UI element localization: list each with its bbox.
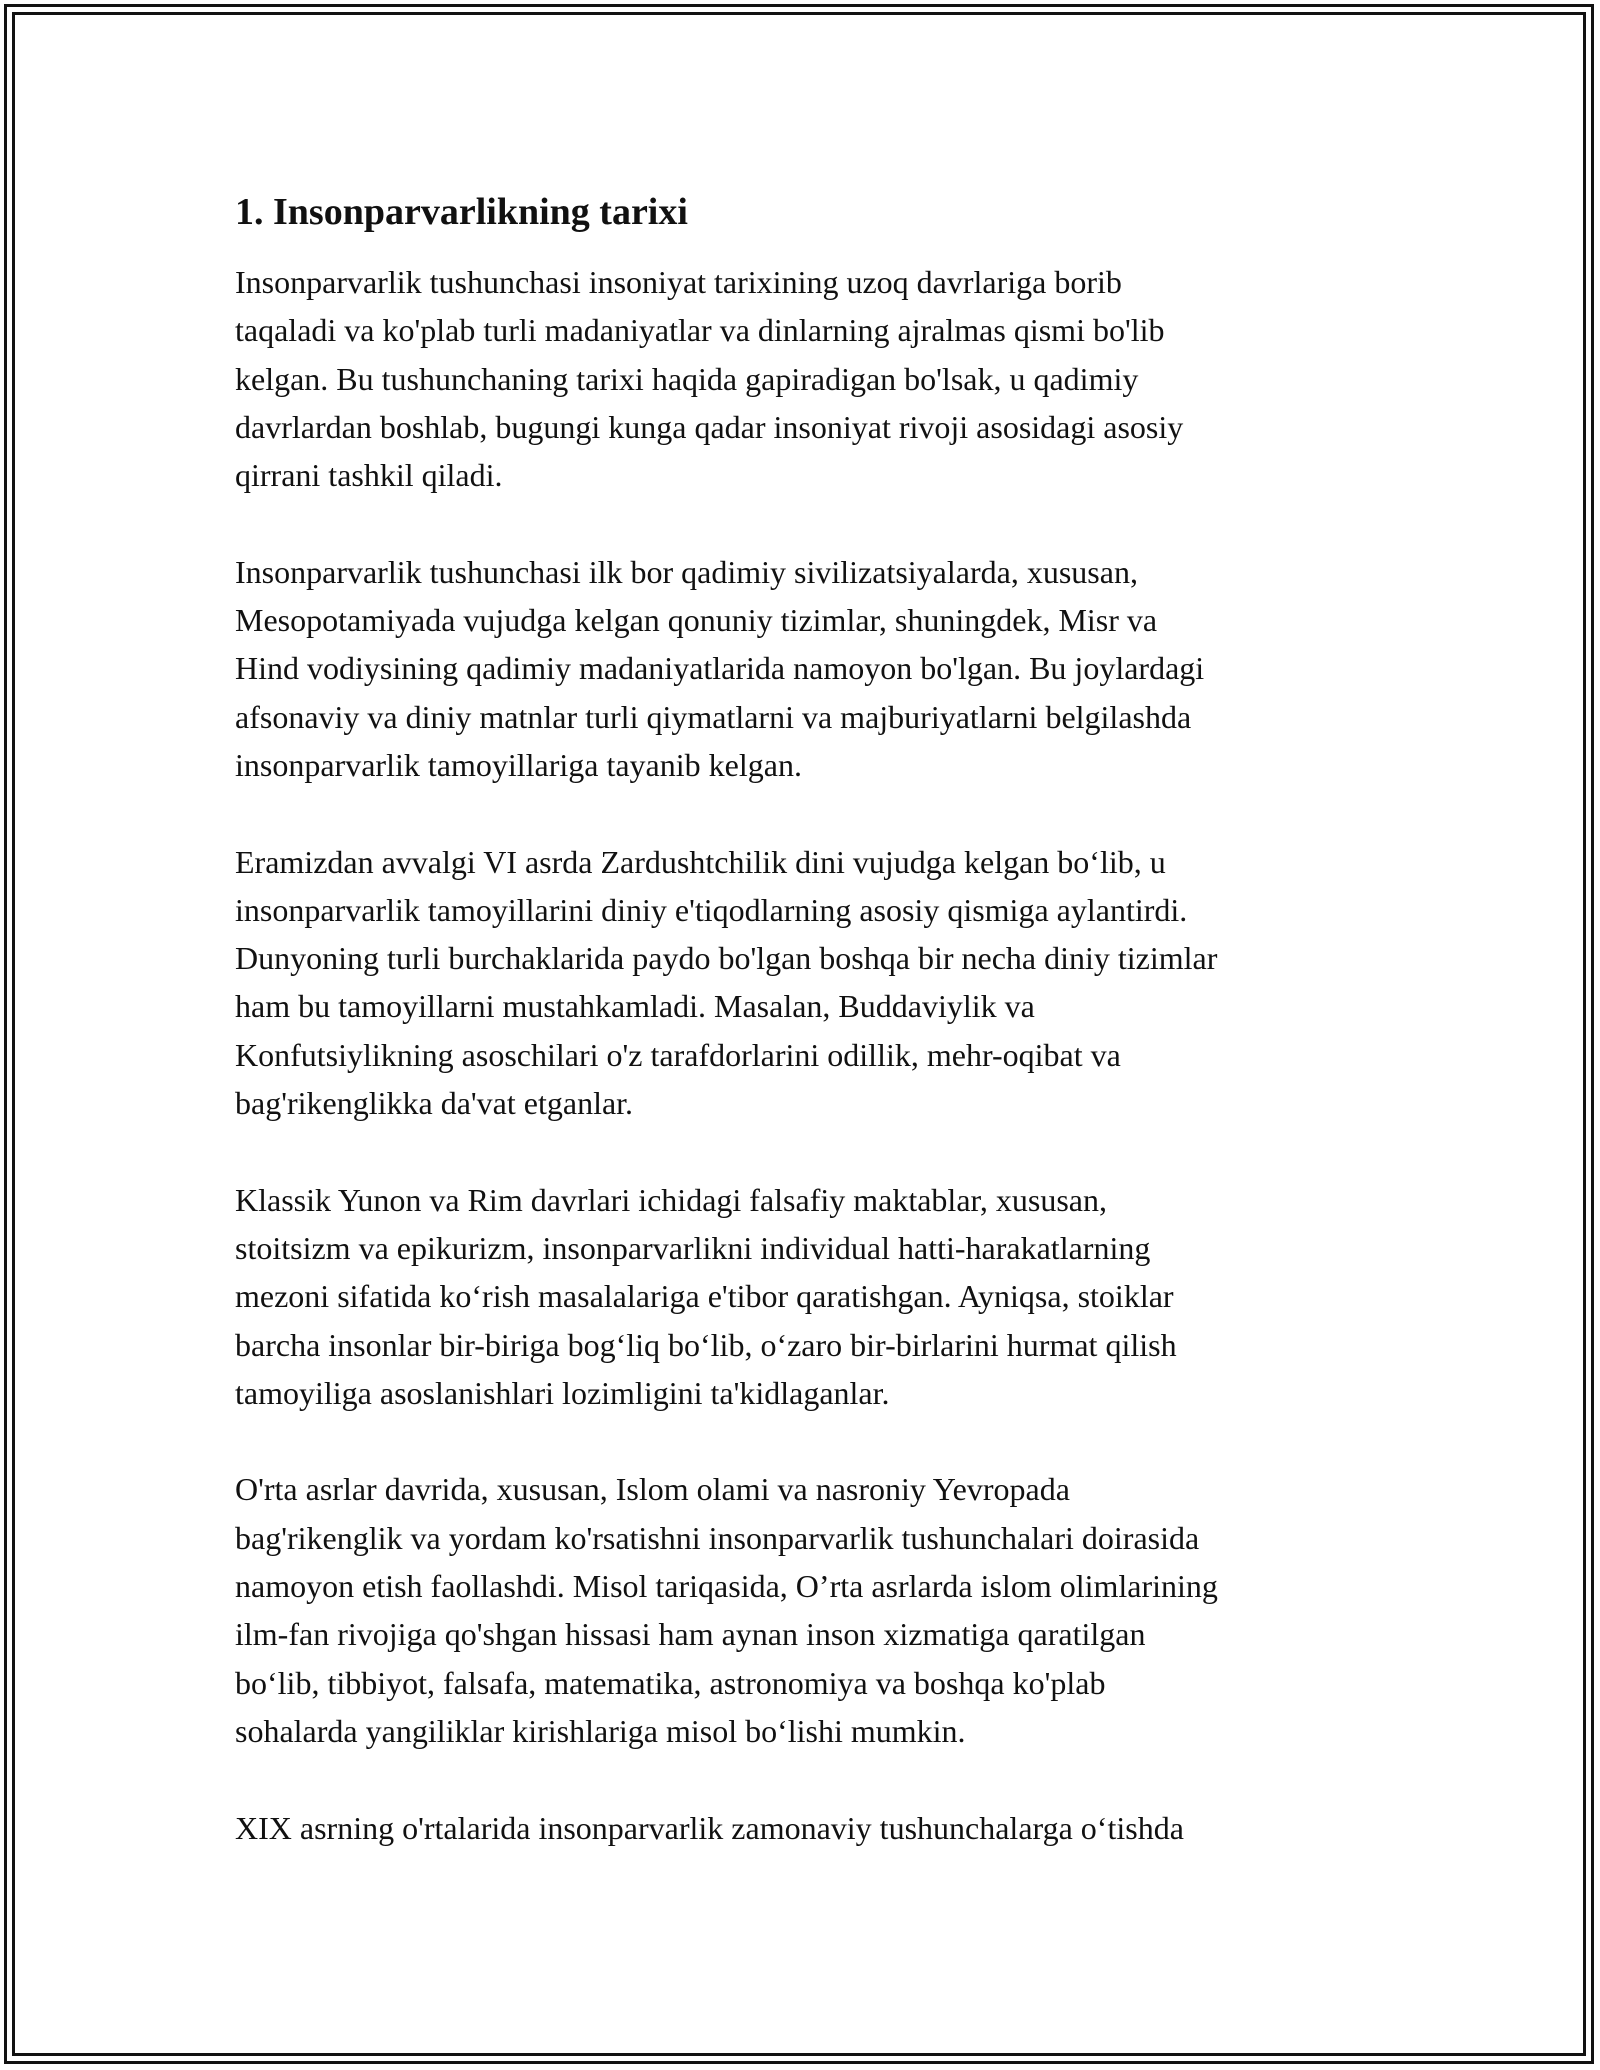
- text-line: stoitsizm va epikurizm, insonparvarlikni individual hatti-harakatlarning: [235, 1229, 1151, 1266]
- text-line: qirrani tashkil qiladi.: [235, 457, 503, 494]
- paragraph-1: [235, 258, 1375, 499]
- text-line: Insonparvarlik tushunchasi insoniyat tarixining uzoq davrlariga borib: [235, 264, 1122, 300]
- text-line: bo‘lib, tibbiyot, falsafa, matematika, astronomiya va boshqa ko'plab: [235, 1664, 1106, 1701]
- paragraph-4: [235, 1176, 1375, 1417]
- text-line: Klassik Yunon va Rim davrlari ichidagi falsafiy maktablar, xususan,: [235, 1181, 1107, 1218]
- section-heading: 1. Insonparvarlikning tarixi: [235, 191, 688, 233]
- text-line: ham bu tamoyillarni mustahkamladi. Masalan, Buddaviylik va: [235, 988, 1035, 1025]
- text-line: sohalarda yangiliklar kirishlariga misol bo‘lishi mumkin.: [235, 1712, 966, 1749]
- text-line: insonparvarlik tamoyillariga tayanib kelgan.: [235, 746, 802, 783]
- text-line: Hind vodiysining qadimiy madaniyatlarida namoyon bo'lgan. Bu joylardagi: [235, 650, 1205, 687]
- text-line: namoyon etish faollashdi. Misol tariqasida, O’rta asrlarda islom olimlarining: [235, 1568, 1218, 1605]
- text-line: insonparvarlik tamoyillarini diniy e'tiqodlarning asosiy qismiga aylantirdi.: [235, 891, 1188, 928]
- paragraph-2: [235, 548, 1375, 789]
- text-line: Konfutsiylikning asoschilari o'z tarafdorlarini odillik, mehr-oqibat va: [235, 1036, 1121, 1073]
- document-body: [235, 188, 1375, 1900]
- text-line: Eramizdan avvalgi VI asrda Zardushtchilik dini vujudga kelgan bo‘lib, u: [235, 843, 1166, 880]
- text-line: tamoyiliga asoslanishlari lozimligini ta'kidlaganlar.: [235, 1374, 890, 1411]
- paragraph-5: [235, 1465, 1375, 1755]
- text-line: Insonparvarlik tushunchasi ilk bor qadimiy sivilizatsiyalarda, xususan,: [235, 553, 1138, 590]
- text-line: Dunyoning turli burchaklarida paydo bo'lgan boshqa bir necha diniy tizimlar: [235, 940, 1218, 977]
- text-line: mezoni sifatida ko‘rish masalalariga e'tibor qaratishgan. Ayniqsa, stoiklar: [235, 1278, 1174, 1315]
- text-line: ilm-fan rivojiga qo'shgan hissasi ham aynan inson xizmatiga qaratilgan: [235, 1616, 1146, 1653]
- text-line: kelgan. Bu tushunchaning tarixi haqida gapiradigan bo'lsak, u qadimiy: [235, 360, 1139, 397]
- text-line: bag'rikenglikka da'vat etganlar.: [235, 1085, 634, 1122]
- text-line: XIX asrning o'rtalarida insonparvarlik zamonaviy tushunchalarga o‘tishda: [235, 1809, 1184, 1846]
- text-line: afsonaviy va diniy matnlar turli qiymatlarni va majburiyatlarni belgilashda: [235, 698, 1192, 735]
- paragraph-3: [235, 838, 1375, 1128]
- text-line: Mesopotamiyada vujudga kelgan qonuniy tizimlar, shuningdek, Misr va: [235, 602, 1158, 639]
- text-line: bag'rikenglik va yordam ko'rsatishni insonparvarlik tushunchalari doirasida: [235, 1519, 1200, 1556]
- paragraph-6: [235, 1804, 1375, 1852]
- text-line: davrlardan boshlab, bugungi kunga qadar insoniyat rivoji asosidagi asosiy: [235, 408, 1184, 445]
- text-line: taqaladi va ko'plab turli madaniyatlar va dinlarning ajralmas qismi bo'lib: [235, 312, 1165, 349]
- text-line: O'rta asrlar davrida, xususan, Islom olami va nasroniy Yevropada: [235, 1471, 1070, 1508]
- text-line: barcha insonlar bir-biriga bog‘liq bo‘lib, o‘zaro bir-birlarini hurmat qilish: [235, 1326, 1177, 1363]
